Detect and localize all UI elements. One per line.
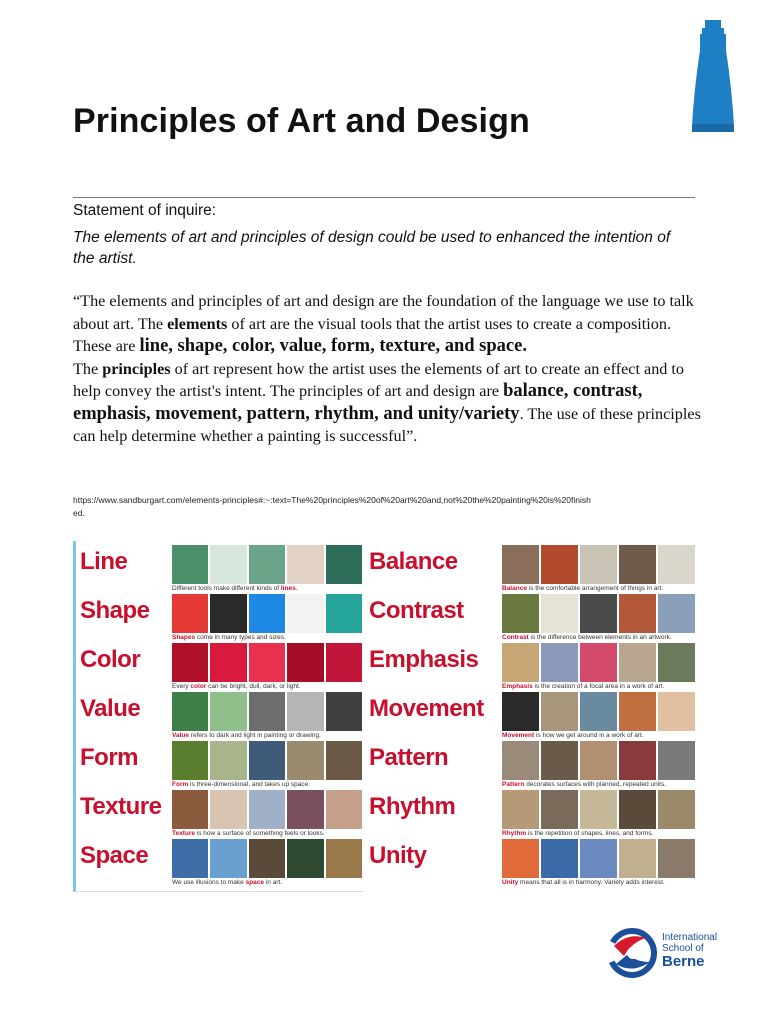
image-tile: [249, 643, 285, 682]
image-tile: [287, 545, 323, 584]
principle-word: Emphasis: [369, 646, 479, 673]
image-tile: [172, 643, 208, 682]
image-tile: [619, 839, 656, 878]
principle-row-unity: [365, 839, 697, 888]
principle-row-movement: [365, 692, 697, 741]
logo-line-berne: Berne: [662, 953, 705, 970]
element-row-value: [76, 692, 363, 741]
image-tile: [287, 643, 323, 682]
image-tile: [326, 839, 362, 878]
image-tile: [619, 594, 656, 633]
element-word: Line: [80, 548, 128, 575]
principle-row-balance: [365, 545, 697, 594]
quote-text: . The use of these principles can help determine whether a painting is successful”.: [73, 404, 701, 445]
image-tile: [658, 643, 695, 682]
image-tile: [541, 839, 578, 878]
school-logo-text: [662, 932, 717, 970]
image-tile: [172, 594, 208, 633]
element-caption: Every color can be bright, dull, dark, or light.: [172, 683, 301, 690]
image-tile: [580, 545, 617, 584]
image-tile: [658, 839, 695, 878]
principle-image-strip: [502, 839, 695, 878]
image-tile: [249, 839, 285, 878]
image-tile: [619, 741, 656, 780]
element-image-strip: [172, 545, 362, 584]
logo-line: International: [662, 932, 718, 943]
image-tile: [619, 545, 656, 584]
quote-block: [73, 290, 703, 448]
image-tile: [580, 741, 617, 780]
image-tile: [580, 839, 617, 878]
school-logo-mark-icon: [606, 928, 658, 978]
element-image-strip: [172, 741, 362, 780]
image-tile: [502, 594, 539, 633]
element-image-strip: [172, 839, 362, 878]
element-word: Value: [80, 695, 141, 722]
image-tile: [210, 594, 246, 633]
image-tile: [580, 692, 617, 731]
element-row-texture: [76, 790, 363, 839]
element-word: Shape: [80, 597, 150, 624]
element-row-line: [76, 545, 363, 594]
page-title: Principles of Art and Design: [73, 102, 530, 140]
image-tile: [580, 643, 617, 682]
quote-text: The: [73, 359, 103, 378]
element-caption: Shapes come in many types and sizes.: [172, 634, 286, 641]
image-tile: [249, 594, 285, 633]
element-word: Space: [80, 842, 149, 869]
image-tile: [619, 643, 656, 682]
element-image-strip: [172, 692, 362, 731]
image-tile: [502, 839, 539, 878]
element-row-form: [76, 741, 363, 790]
principle-caption: Movement is how we get around in a work of art.: [502, 732, 644, 739]
image-tile: [210, 839, 246, 878]
principle-row-contrast: [365, 594, 697, 643]
image-tile: [326, 545, 362, 584]
image-tile: [619, 692, 656, 731]
element-word: Texture: [80, 793, 162, 820]
element-caption: Form is three-dimensional, and takes up space.: [172, 781, 311, 788]
image-tile: [658, 790, 695, 829]
principle-word: Rhythm: [369, 793, 456, 820]
principle-word: Balance: [369, 548, 458, 575]
principle-image-strip: [502, 741, 695, 780]
image-tile: [249, 692, 285, 731]
element-caption: Value refers to dark and light in painting or drawing.: [172, 732, 321, 739]
principle-caption: Unity means that all is in harmony. Variety adds interest.: [502, 879, 665, 886]
image-tile: [502, 692, 539, 731]
principle-word: Unity: [369, 842, 427, 869]
principle-word: Pattern: [369, 744, 449, 771]
principle-image-strip: [502, 643, 695, 682]
principle-image-strip: [502, 545, 695, 584]
image-tile: [502, 643, 539, 682]
principles-poster: [365, 541, 697, 892]
image-tile: [287, 790, 323, 829]
element-row-shape: [76, 594, 363, 643]
principle-word: Movement: [369, 695, 484, 722]
quote-text: of art are the visual tools that the artist uses to create a composition. These are: [73, 314, 672, 355]
principle-image-strip: [502, 692, 695, 731]
image-tile: [541, 545, 578, 584]
image-tile: [172, 790, 208, 829]
element-image-strip: [172, 790, 362, 829]
image-tile: [249, 545, 285, 584]
image-tile: [658, 692, 695, 731]
image-tile: [580, 790, 617, 829]
source-link[interactable]: https://www.sandburgart.com/elements-principles#:~:text=The%20principles%20of%20art%20and,not%20the%20painting%20is%20finished.: [73, 495, 591, 518]
image-tile: [172, 545, 208, 584]
image-tile: [172, 692, 208, 731]
quote-text: “The elements and principles of art and design are the foundation of the language we use to talk about art. The: [73, 292, 694, 333]
image-tile: [210, 545, 246, 584]
image-tile: [326, 594, 362, 633]
quote-bold-large: balance, contrast, emphasis, movement, pattern, rhythm, and unity/variety: [73, 381, 643, 424]
image-tile: [287, 839, 323, 878]
image-tile: [326, 790, 362, 829]
principle-word: Contrast: [369, 597, 464, 624]
image-tile: [541, 790, 578, 829]
principle-row-pattern: [365, 741, 697, 790]
principle-caption: Emphasis is the creation of a focal area in a work of art.: [502, 683, 665, 690]
image-tile: [210, 741, 246, 780]
element-row-space: [76, 839, 363, 888]
principle-caption: Balance is the comfortable arrangement of things in art.: [502, 585, 664, 592]
quote-bold: elements: [167, 314, 228, 333]
image-tile: [210, 790, 246, 829]
image-tile: [502, 790, 539, 829]
element-caption: Texture is how a surface of something feels or looks.: [172, 830, 325, 837]
principle-row-emphasis: [365, 643, 697, 692]
quote-bold: principles: [102, 359, 171, 378]
image-tile: [541, 741, 578, 780]
element-caption: We use illusions to make space in art.: [172, 879, 283, 886]
element-caption: Different tools make different kinds of lines.: [172, 585, 298, 592]
image-tile: [658, 594, 695, 633]
image-tile: [326, 692, 362, 731]
image-tile: [210, 692, 246, 731]
elements-poster: [73, 541, 363, 892]
divider: [73, 197, 695, 198]
principle-image-strip: [502, 790, 695, 829]
image-tile: [287, 594, 323, 633]
principle-caption: Pattern decorates surfaces with planned, repeated units.: [502, 781, 667, 788]
element-image-strip: [172, 594, 362, 633]
image-tile: [249, 741, 285, 780]
image-tile: [541, 643, 578, 682]
image-tile: [502, 545, 539, 584]
image-tile: [210, 643, 246, 682]
element-image-strip: [172, 643, 362, 682]
principle-image-strip: [502, 594, 695, 633]
element-word: Color: [80, 646, 141, 673]
image-tile: [172, 741, 208, 780]
quote-bold-large: line, shape, color, value, form, texture, and space.: [139, 336, 527, 356]
quote-text: of art represent how the artist uses the elements of art to create an effect and to help convey the artist's intent. The principles of art and design are: [73, 359, 685, 400]
image-tile: [326, 643, 362, 682]
image-tile: [502, 741, 539, 780]
image-tile: [619, 790, 656, 829]
image-tile: [541, 692, 578, 731]
image-tile: [541, 594, 578, 633]
image-tile: [658, 741, 695, 780]
image-tile: [658, 545, 695, 584]
image-tile: [580, 594, 617, 633]
logo-line: School of: [662, 943, 704, 954]
image-tile: [287, 741, 323, 780]
image-tile: [326, 741, 362, 780]
principle-caption: Contrast is the difference between elements in an artwork.: [502, 634, 672, 641]
statement-label: Statement of inquire:: [73, 202, 217, 219]
statement-text: The elements of art and principles of design could be used to enhanced the intention of the artist.: [73, 229, 671, 267]
paint-tube-icon: [692, 20, 734, 132]
image-tile: [172, 839, 208, 878]
element-row-color: [76, 643, 363, 692]
image-tile: [249, 790, 285, 829]
element-word: Form: [80, 744, 138, 771]
principle-caption: Rhythm is the repetition of shapes, lines, and forms.: [502, 830, 654, 837]
school-logo: [606, 928, 726, 978]
principle-row-rhythm: [365, 790, 697, 839]
image-tile: [287, 692, 323, 731]
